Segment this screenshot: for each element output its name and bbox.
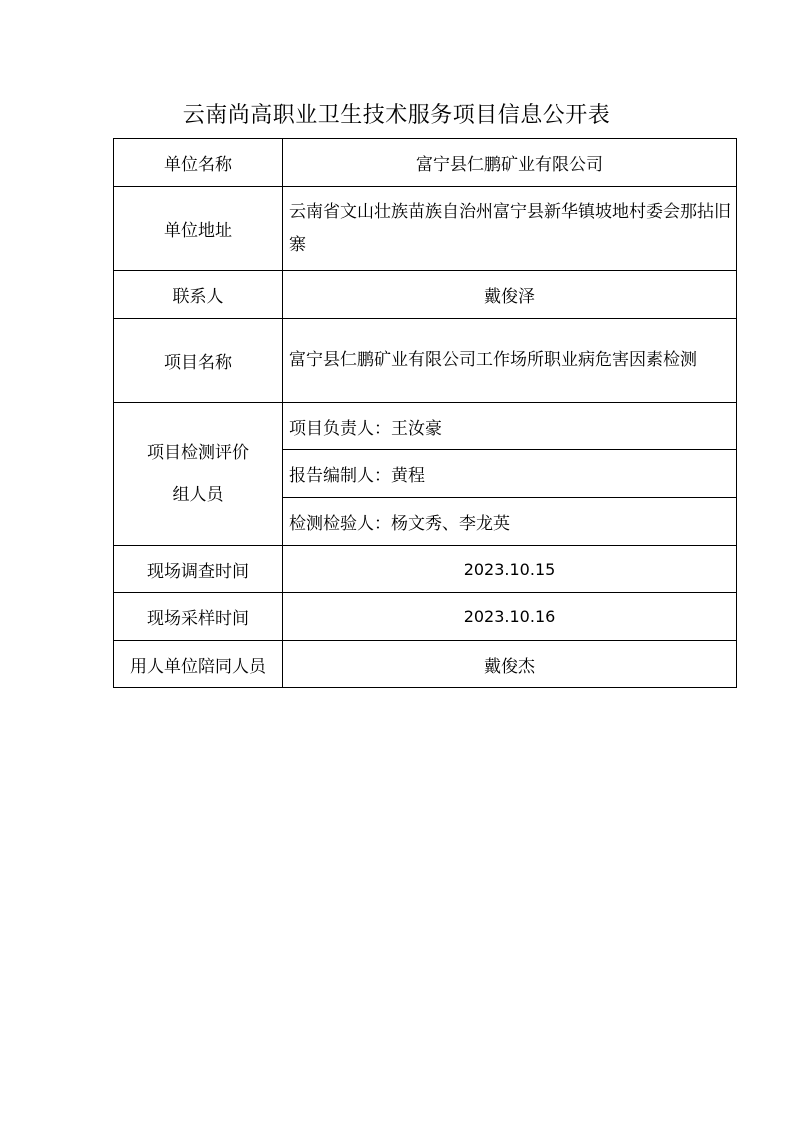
table-row-escort [114,641,737,688]
contact-label: 联系人 [114,271,283,319]
unit-name-label: 单位名称 [114,139,283,187]
document-title: 云南尚高职业卫生技术服务项目信息公开表 [182,103,611,128]
unit-address-label: 单位地址 [114,187,283,271]
team-reporter-value: 报告编制人：黄程 [283,450,737,498]
table-row-sampling-time [114,593,737,641]
team-label-line2: 组人员 [172,485,224,505]
table-row-team-leader [114,403,737,450]
team-leader-value: 项目负责人：王汝豪 [283,403,737,450]
team-label [114,403,283,546]
info-table [113,138,737,688]
unit-address-value: 云南省文山壮族苗族自治州富宁县新华镇坡地村委会那拈旧寨 [283,187,737,271]
escort-value: 戴俊杰 [283,641,737,688]
table-row-contact [114,271,737,319]
project-name-label: 项目名称 [114,319,283,403]
contact-value: 戴俊泽 [283,271,737,319]
team-inspectors-value: 检测检验人：杨文秀、李龙英 [283,498,737,546]
escort-label: 用人单位陪同人员 [114,641,283,688]
survey-time-value: 2023.10.15 [283,546,737,593]
table-row-unit-address [114,187,737,271]
sampling-time-value: 2023.10.16 [283,593,737,641]
unit-name-value: 富宁县仁鹏矿业有限公司 [283,139,737,187]
table-row-unit-name [114,139,737,187]
team-label-line1: 项目检测评价 [147,443,249,463]
survey-time-label: 现场调查时间 [114,546,283,593]
project-name-value: 富宁县仁鹏矿业有限公司工作场所职业病危害因素检测 [283,319,737,403]
table-row-project-name [114,319,737,403]
sampling-time-label: 现场采样时间 [114,593,283,641]
table-row-survey-time [114,546,737,593]
